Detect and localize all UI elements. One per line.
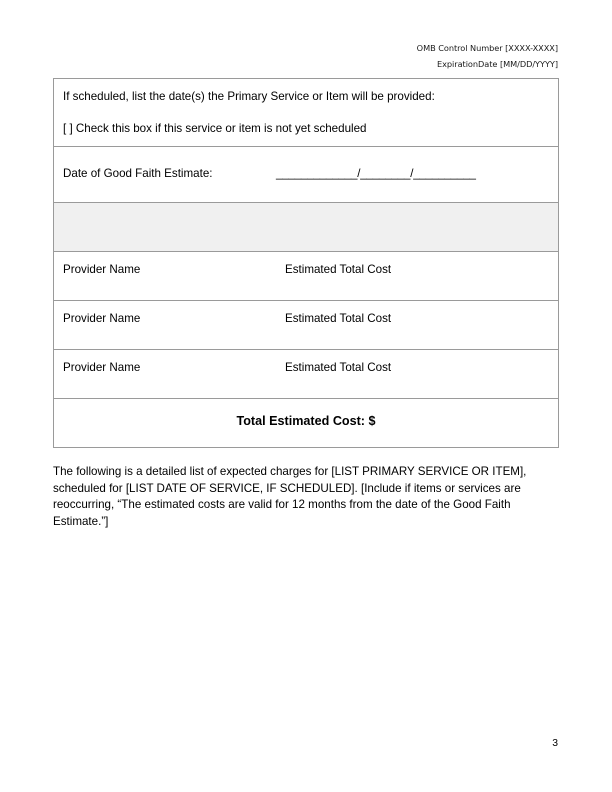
provider-cell-3 (54, 350, 559, 399)
omb-expiration-date: ExpirationDate [MM/DD/YYYY] (436, 58, 558, 69)
table-row-total (54, 399, 559, 448)
table-row-provider-1 (54, 252, 559, 301)
scheduling-cell (54, 79, 559, 147)
date-of-estimate-label: Date of Good Faith Estimate: (63, 167, 213, 180)
spacer-cell (54, 203, 559, 252)
good-faith-estimate-table (53, 78, 559, 448)
table-row-date-of-estimate (54, 147, 559, 203)
table-row-provider-3 (54, 350, 559, 399)
omb-header-block (98, 41, 558, 72)
date-of-estimate-cell (54, 147, 559, 203)
scheduling-prompt-text: If scheduled, list the date(s) the Primary Service or Item will be provided: (63, 90, 435, 103)
page-number: 3 (552, 738, 558, 749)
total-estimated-cost-label: Total Estimated Cost: $ (236, 414, 376, 428)
table-row-spacer (54, 203, 559, 252)
provider-line-1 (54, 252, 558, 277)
provider-cell-1 (54, 252, 559, 301)
total-cell (54, 399, 559, 448)
provider-line-3 (54, 350, 558, 375)
provider-cell-2 (54, 301, 559, 350)
detailed-charges-paragraph: The following is a detailed list of expected charges for [LIST PRIMARY SERVICE OR ITEM], scheduled for [LIST DATE OF SERVICE, IF SCHEDULED]. [Include if items or services are reoccurring, “The estimated costs are valid for 12 months from the date of the Good Faith Estimate.”] (53, 465, 527, 528)
not-scheduled-checkbox-label[interactable]: [ ] Check this box if this service or item is not yet scheduled (63, 122, 367, 135)
provider-name-label-3[interactable]: Provider Name (63, 361, 141, 374)
provider-name-label-2[interactable]: Provider Name (63, 312, 141, 325)
omb-control-number: OMB Control Number [XXXX-XXXX] (416, 43, 558, 53)
estimated-total-cost-label-1[interactable]: Estimated Total Cost (285, 263, 392, 276)
provider-name-label-1[interactable]: Provider Name (63, 263, 141, 276)
estimated-total-cost-label-3[interactable]: Estimated Total Cost (285, 361, 392, 374)
estimated-total-cost-label-2[interactable]: Estimated Total Cost (285, 312, 392, 325)
provider-line-2 (54, 301, 558, 326)
table-row-scheduling (54, 79, 559, 147)
date-of-estimate-field (54, 147, 558, 181)
table-row-provider-2 (54, 301, 559, 350)
date-of-estimate-blank-input[interactable]: _____________/________/__________ (276, 167, 476, 180)
